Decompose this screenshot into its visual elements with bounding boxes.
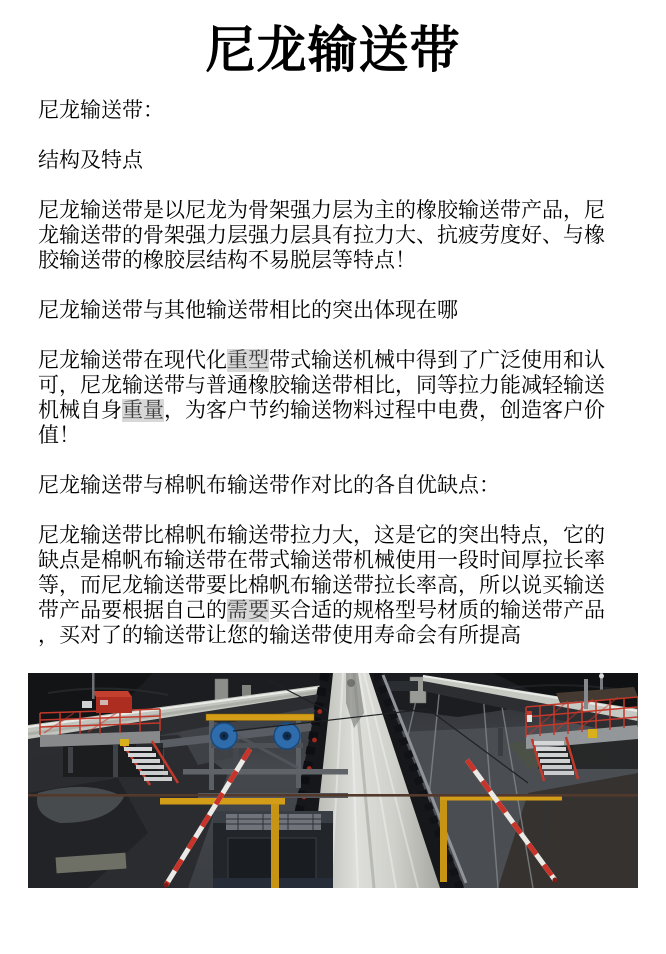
text-segment: 结构及特点 <box>38 149 143 172</box>
blue-wheel <box>211 723 237 749</box>
conveyor-belt-photo <box>28 673 638 888</box>
red-drive-box <box>92 691 132 697</box>
highlighted-keyword: 需要 <box>227 599 269 622</box>
text-segment: 尼龙输送带与其他输送带相比的突出体现在哪 <box>38 299 458 322</box>
paragraph <box>38 473 622 498</box>
blue-wheel <box>274 723 300 749</box>
conveyor-photo-illustration <box>28 673 638 888</box>
yellow-beam <box>206 714 314 721</box>
cross-bar <box>28 794 638 797</box>
text-segment: 尼龙输送带在现代化 <box>38 349 227 372</box>
text-segment: 买合适的规格型号材质的输送带产品，买对了的输送带让您的输送带使用寿命会有所提高 <box>38 599 605 647</box>
text-segment: ，为客户节约输送物料过程中电费，创造客户价值！ <box>38 399 605 447</box>
paragraph <box>38 98 622 123</box>
paragraph <box>38 298 622 323</box>
paragraph <box>38 148 622 173</box>
paragraph <box>38 523 622 648</box>
text-segment: 尼龙输送带是以尼龙为骨架强力层为主的橡胶输送带产品，尼龙输送带的骨架强力层强力层具有拉力大、抗疲劳度好、与橡胶输送带的橡胶层结构不易脱层等特点！ <box>38 199 605 272</box>
article-body <box>0 98 666 648</box>
highlighted-keyword: 重量 <box>122 399 164 422</box>
paragraph <box>38 198 622 273</box>
text-segment: 尼龙输送带与棉帆布输送带作对比的各自优缺点： <box>38 474 500 497</box>
highlighted-keyword: 重型 <box>227 349 269 372</box>
text-segment: 尼龙输送带： <box>38 99 164 122</box>
text-segment: 尼龙输送带比棉帆布输送带拉力大，这是它的突出特点，它的缺点是棉帆布输送带在带式输送带机械使用一段时间厚拉长率等，而尼龙输送带要比棉帆布输送带拉长率高，所以说买输送带产品要根据自己的 <box>38 524 605 622</box>
text-segment: 带式输送机械中得到了广泛使用和认可，尼龙输送带与普通橡胶输送带相比，同等拉力能减轻输送机械自身 <box>38 349 605 422</box>
page-title: 尼龙输送带 <box>205 22 461 78</box>
paragraph <box>38 348 622 448</box>
